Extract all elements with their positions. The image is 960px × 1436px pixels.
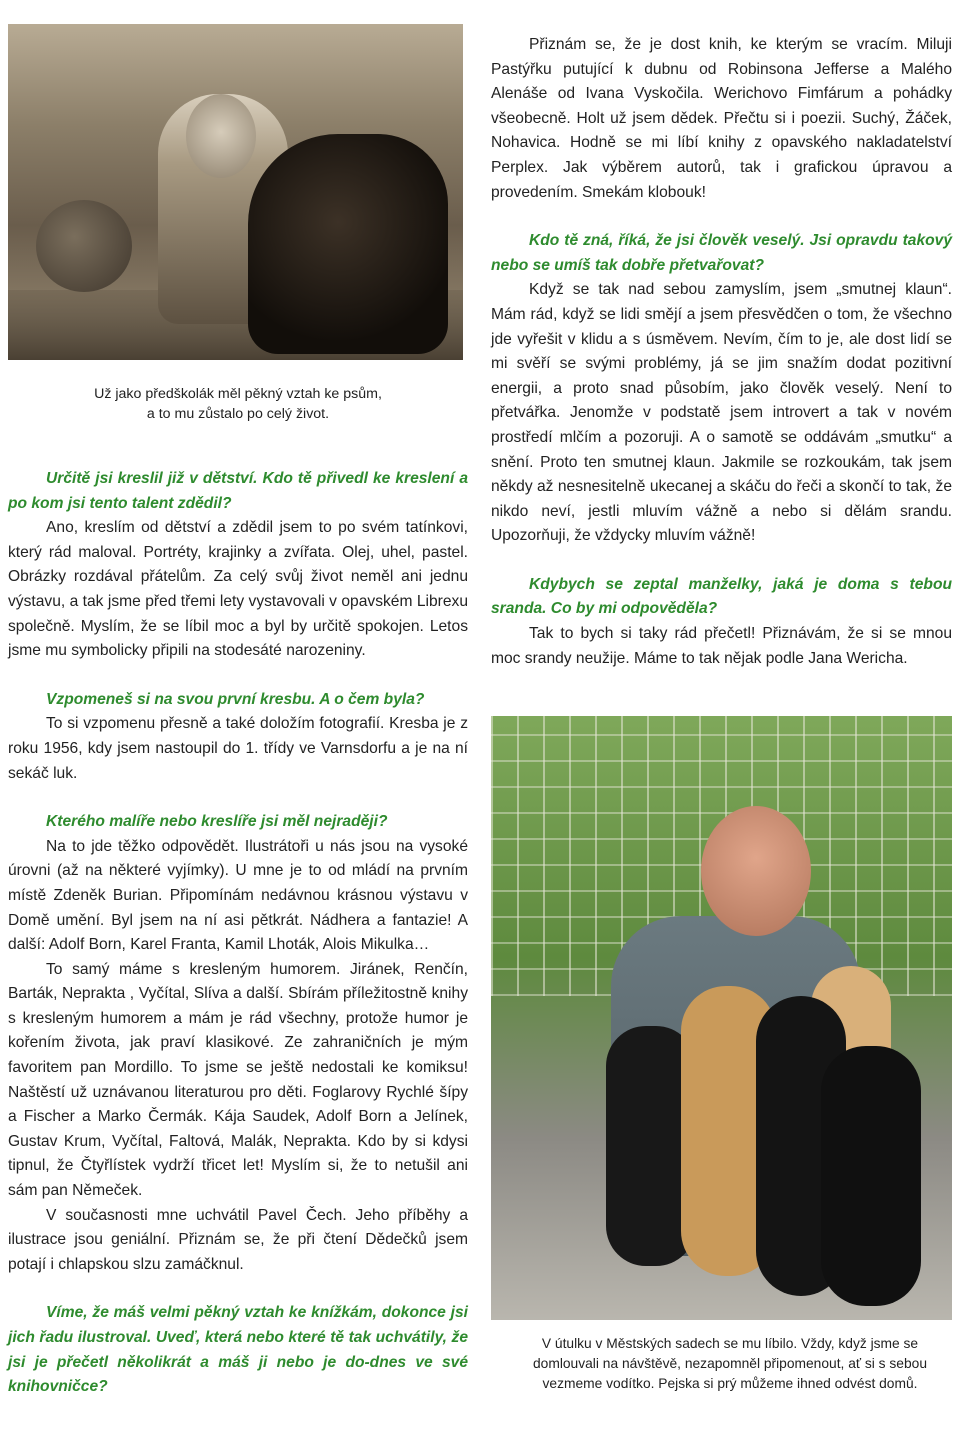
question: Víme, že máš velmi pěkný vztah ke knížkám, dokonce jsi jich řadu ilustroval. Uveď, která nebo které tě tak uchvátily, že jsi je přečetl několikrát a máš ji nebo je do-dnes ve své knihovničce? bbox=[8, 1304, 468, 1396]
caption-line: V útulku v Městských sadech se mu líbilo. Vždy, když jsme se bbox=[541, 1336, 919, 1351]
question: Určitě jsi kreslil již v dětství. Kdo tě přivedl ke kreslení a po kom jsi tento talent zdědil? bbox=[8, 470, 468, 512]
question: Kterého malíře nebo kreslíře jsi měl nejraději? bbox=[46, 813, 388, 831]
answer: To samý máme s kresleným humorem. Jiránek, Renčín, Barták, Neprakta , Vyčítal, Slíva a další. Sbírám příležitostně knihy s kresleným humorem a mám je rád všechny, protože humor je kořením života, jak praví klasikové. Ze zahraničních je mým favoritem pan Mordillo. To jsme se ještě nedostali ke komiksu! Naštěstí už uznávanou literaturou pro děti. Foglarovy Rychlé šípy a Fischer a Marko Čermák. Kája Saudek, Adolf Born a Jelínek, Gustav Krum, Vyčítal, Faltová, Malák, Neprakta. Kdo by si kdysi tipnul, že Čtyřlístek vydrží třicet let! Myslím si, že to netušil ani sám pan Němeček. bbox=[8, 960, 468, 1200]
question: Vzpomeneš si na svou první kresbu. A o čem byla? bbox=[46, 690, 425, 708]
question: Kdo tě zná, říká, že jsi člověk veselý. Jsi opravdu takový nebo se umíš tak dobře přetvařovat? bbox=[491, 232, 952, 274]
childhood-photo-caption bbox=[28, 384, 448, 424]
answer: Když se tak nad sebou zamyslím, jsem „smutnej klaun“. Mám rád, když se lidi smějí a jsem přesvědčen o tom, že všechno jde vyřešit v klidu a s úsměvem. Nevím, čím to je, ale dost lidí se mi svěří se svými problémy, já se jim snažím dodat pozitivní energii, a proto snad působím, jako člověk veselý. Není to přetvářka. Jenomže v podstatě jsem introvert a tak v novém prostředí mlčím a pozoruji. A o samotě se oddávám „smutku“ a snění. Proto ten smutnej klaun. Jakmile se rozkoukám, tak jsem někdy až nesnesitelně ukecanej a skáču do řeči a skončí to tak, že nikdo neví, jestli mluvím vážně a nebo si dělám srandu. Upozorňuji, že vždycky mluvím vážně! bbox=[491, 281, 952, 545]
caption-line: domlouvali na návštěvě, nezapomněl připomenout, ať si s sebou bbox=[532, 1356, 928, 1371]
photo-man-head bbox=[701, 806, 811, 936]
answer: Na to jde těžko odpovědět. Ilustrátoři u nás jsou na vysoké úrovni (až na některé vyjímky). U mne je to od mládí na prvním místě Zdeněk Burian. Připomínám nedávnou krásnou výstavu v Domě umění. Byl jsem na ní asi pětkrát. Nádhera a fantazie! A další: Adolf Born, Karel Franta, Kamil Lhoták, Alois Mikulka… bbox=[8, 837, 468, 954]
left-column bbox=[8, 467, 468, 1400]
photo-ball bbox=[36, 200, 132, 292]
caption-line: a to mu zůstalo po celý život. bbox=[146, 406, 330, 422]
answer: Tak to bych si taky rád přečetl! Přiznávám, že si se mnou moc srandy neužije. Máme to tak nějak podle Jana Wericha. bbox=[491, 625, 952, 667]
photo-dog bbox=[248, 134, 448, 354]
question: Kdybych se zeptal manželky, jaká je doma s tebou sranda. Co by mi odpověděla? bbox=[491, 575, 952, 618]
shelter-photo-caption bbox=[494, 1334, 960, 1394]
caption-line: Už jako předškolák měl pěkný vztah ke psům, bbox=[94, 386, 382, 402]
answer: Ano, kreslím od dětství a zdědil jsem to po svém tatínkovi, který rád maloval. Portréty, krajinky a zvířata. Olej, uhel, pastel. Obrázky rozdával přátelům. Za celý svůj život neměl ani jednu výstavu, a tak jsme před třemi lety vystavovali v opavském Librexu společně. Myslím, že se líbil moc a byl by určitě spokojen. Letos jsme mu symbolicky připili na stodesáté narozeniny. bbox=[8, 519, 468, 660]
photo-dog bbox=[821, 1046, 921, 1306]
answer: Přiznám se, že je dost knih, ke kterým se vracím. Miluji Pastýřku putující k dubnu od Robinsona Jefferse a Malého Alenáše od Ivana Vyskočila. Werichovo Fimfárum a pohádky všeobecně. Holt už jsem dědek. Přečtu si i poezii. Suchý, Žáček, Nohavica. Hodně se mi líbí knihy z opavského nakladatelství Perplex. Jak výběrem autorů, tak i grafickou úpravou a provedením. Smekám klobouk! bbox=[491, 36, 952, 201]
caption-line: vezmeme vodítko. Pejska si prý můžeme ihned odvést domů. bbox=[542, 1376, 918, 1391]
photo-boy-head bbox=[186, 94, 256, 178]
answer: To si vzpomenu přesně a také doložím fotografií. Kresba je z roku 1956, kdy jsem nastoupil do 1. třídy ve Varnsdorfu a je na ní sekáč luk. bbox=[8, 715, 468, 782]
shelter-photo bbox=[491, 716, 952, 1320]
answer: V současnosti mne uchvátil Pavel Čech. Jeho příběhy a ilustrace jsou geniální. Přiznám se, že při čtení Dědečků jsem potají i chlapskou slzu zamáčknul. bbox=[8, 1206, 468, 1273]
childhood-photo bbox=[8, 24, 463, 360]
right-column bbox=[491, 33, 952, 671]
